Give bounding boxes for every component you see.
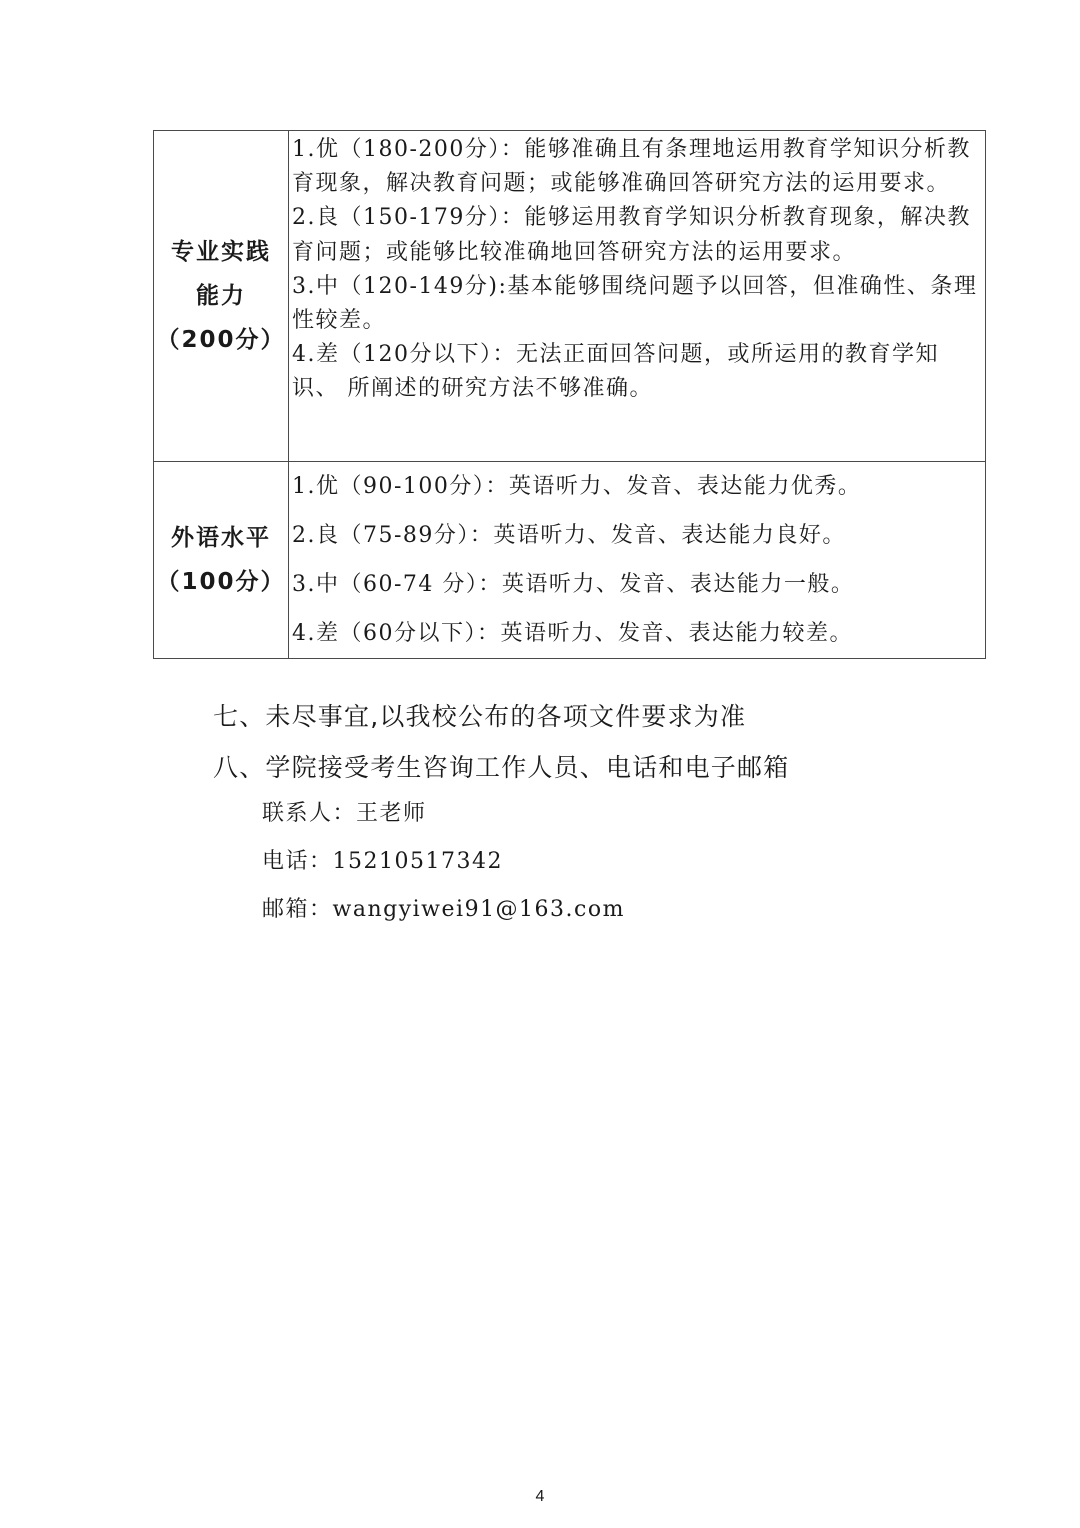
phone-value: 15210517342 bbox=[332, 849, 503, 874]
contact-person-label: 联系人： bbox=[262, 801, 357, 826]
grade-item: 3.中（60-74 分）：英语听力、发音、表达能力一般。 bbox=[292, 572, 855, 597]
table-row-language bbox=[154, 462, 986, 659]
grade-item: 2.良（150-179分）：能够运用教育学知识分析教育现象，解决教育问题；或能够比较准确地回答研究方法的运用要求。 bbox=[292, 205, 971, 265]
criterion-label-line: （200分） bbox=[156, 327, 286, 353]
page-number: 4 bbox=[535, 1488, 545, 1505]
grade-item: 3.中（120-149分):基本能够围绕问题予以回答，但准确性、条理性较差。 bbox=[292, 273, 978, 334]
grade-item: 4.差（120分以下）：无法正面回答问题，或所运用的教育学知识、 所阐述的研究方法不够准确。 bbox=[292, 342, 939, 402]
criterion-label-practice bbox=[154, 131, 289, 462]
email-value: wangyiwei91@163.com bbox=[332, 897, 625, 922]
table-row-practice bbox=[154, 131, 986, 462]
section-8-heading: 八、学院接受考生咨询工作人员、电话和电子邮箱 bbox=[213, 753, 790, 782]
criterion-description-practice bbox=[289, 131, 986, 462]
email-line bbox=[262, 892, 625, 923]
phone-label: 电话： bbox=[262, 849, 333, 874]
contact-person-value: 王老师 bbox=[356, 801, 427, 826]
criterion-label-line: 能力 bbox=[196, 283, 246, 309]
criterion-label-line: 专业实践 bbox=[171, 239, 271, 265]
grade-item: 4.差（60分以下）：英语听力、发音、表达能力较差。 bbox=[292, 621, 853, 646]
scoring-criteria-table bbox=[153, 130, 986, 659]
phone-line bbox=[262, 844, 503, 875]
contact-person-line bbox=[262, 796, 427, 827]
criterion-description-language bbox=[289, 462, 986, 659]
grade-item: 1.优（90-100分）：英语听力、发音、表达能力优秀。 bbox=[292, 474, 862, 499]
email-label: 邮箱： bbox=[262, 897, 333, 922]
grade-item: 2.良（75-89分）：英语听力、发音、表达能力良好。 bbox=[292, 523, 846, 548]
grade-item: 1.优（180-200分）：能够准确且有条理地运用教育学知识分析教育现象，解决教育问题；或能够准确回答研究方法的运用要求。 bbox=[292, 137, 971, 197]
section-7-heading: 七、未尽事宜,以我校公布的各项文件要求为准 bbox=[213, 702, 747, 731]
criterion-label-line: 外语水平 bbox=[171, 525, 271, 551]
criterion-label-language bbox=[154, 462, 289, 659]
criterion-label-line: （100分） bbox=[156, 569, 286, 595]
